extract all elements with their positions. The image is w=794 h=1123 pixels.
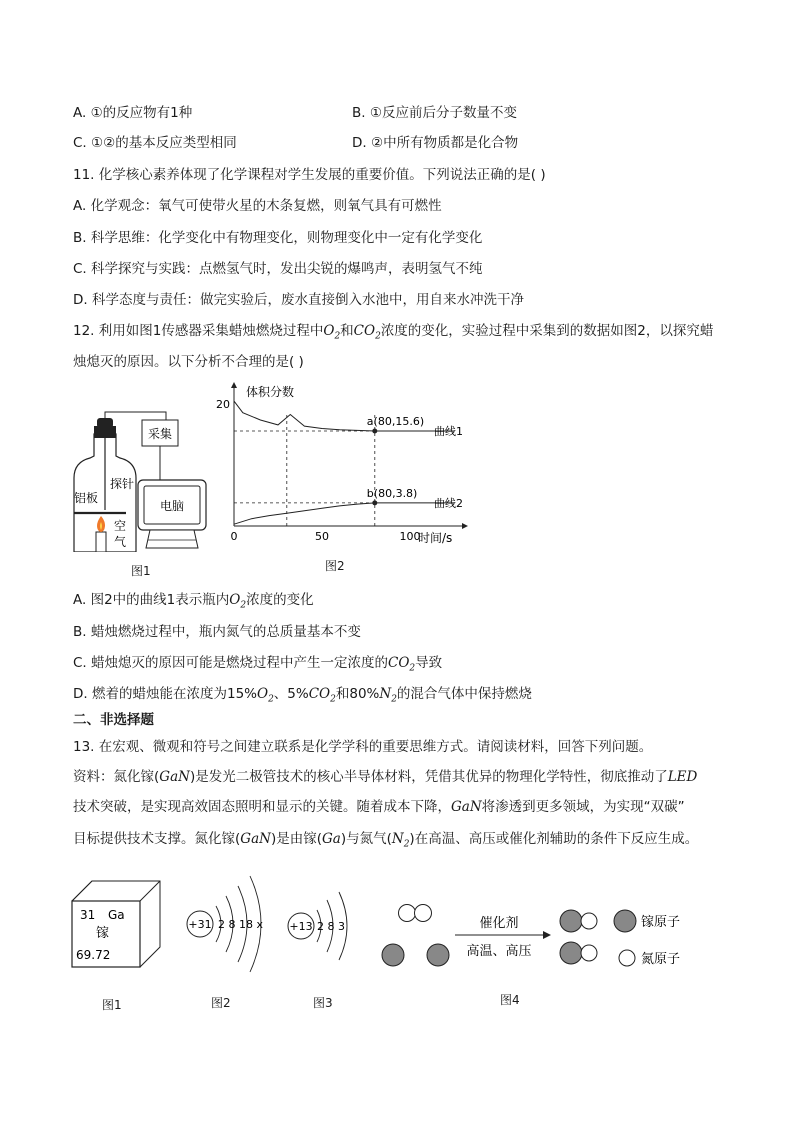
n-atom — [415, 905, 432, 922]
data-point-b — [372, 500, 377, 505]
ga-atom — [560, 942, 582, 964]
fig-q13-caption-3: 图3 — [313, 996, 333, 1010]
q10-option-a: A. ①的反应物有1种 — [73, 105, 193, 121]
x-tick-label: 0 — [230, 530, 238, 543]
atom3-shells: 2 8 3 — [317, 920, 345, 933]
x-axis-arrow — [462, 523, 468, 529]
legend-ga-label: 镓原子 — [641, 915, 681, 930]
q12-option-c: C. 蜡烛熄灭的原因可能是燃烧过程中产生一定浓度的$CO_2$导致 — [73, 655, 443, 674]
atom-structure-al — [283, 880, 368, 970]
y-axis-arrow — [231, 382, 237, 388]
label-al-plate: 铝板 — [73, 491, 99, 505]
label-air-1: 空 — [113, 519, 127, 533]
ga-atom — [382, 944, 404, 966]
fig-q13-caption-1: 图1 — [102, 998, 122, 1012]
q10-option-d: D. ②中所有物质都是化合物 — [352, 135, 519, 151]
atom2-nucleus: +31 — [188, 918, 212, 931]
q12-figure-2-chart — [208, 380, 478, 550]
n-atom — [581, 913, 597, 929]
data-point-a — [372, 428, 377, 433]
fig-q13-caption-2: 图2 — [211, 996, 231, 1010]
q12-option-d: D. 燃着的蜡烛能在浓度为$15\%O_2$、$5\%CO_2$和$80\%N_2$的混合气体中保持燃烧 — [73, 686, 532, 705]
legend-n-swatch — [619, 950, 635, 966]
fig-q13-caption-4: 图4 — [500, 993, 520, 1007]
fig2-caption: 图2 — [325, 559, 345, 573]
q13-stem: 13. 在宏观、微观和符号之间建立联系是化学学科的重要思维方式。请阅读材料，回答下列问题。 — [73, 739, 653, 755]
label-air-2: 气 — [113, 535, 127, 549]
ga-atom — [427, 944, 449, 966]
label-collect: 采集 — [147, 427, 173, 441]
x-tick-label: 50 — [315, 530, 329, 543]
q11-option-a: A. 化学观念：氧气可使带火星的木条复燃，则氧气具有可燃性 — [73, 198, 442, 214]
catalyst-label: 催化剂 — [479, 916, 519, 931]
series-label-1: 曲线1 — [434, 424, 463, 438]
q12-stem-line2: 烛熄灭的原因。以下分析不合理的是( ) — [73, 354, 304, 370]
element-cell-ga — [66, 875, 166, 975]
x-tick-label: 100 — [399, 530, 421, 543]
q12-option-b: B. 蜡烛燃烧过程中，瓶内氮气的总质量基本不变 — [73, 624, 361, 640]
q11-option-c: C. 科学探究与实践：点燃氢气时，发出尖锐的爆鸣声，表明氢气不纯 — [73, 261, 483, 277]
x-axis-label: 时间/s — [418, 531, 453, 545]
legend-ga-swatch — [614, 910, 636, 932]
q13-material-line1: 资料：氮化镓(GaN)是发光二极管技术的核心半导体材料，凭借其优异的物理化学特性，彻底推动了LED — [73, 769, 698, 785]
q13-material-line3: 目标提供技术支撑。氮化镓(GaN)是由镓(Ga)与氮气$(N_2)$在高温、高压或催化剂辅助的条件下反应生成。 — [73, 831, 699, 850]
q10-option-c: C. ①②的基本反应类型相同 — [73, 135, 237, 151]
condition-label: 高温、高压 — [466, 944, 532, 959]
atom3-nucleus: +13 — [289, 920, 313, 933]
q12-stem-line1: 12. 利用如图1传感器采集蜡烛燃烧过程中$O_2$和$CO_2$浓度的变化，实验过程中采集到的数据如图2，以探究蜡 — [73, 323, 714, 342]
q12-option-a: A. 图2中的曲线1表示瓶内$O_2$浓度的变化 — [73, 592, 314, 611]
q11-stem: 11. 化学核心素养体现了化学课程对学生发展的重要价值。下列说法正确的是( ) — [73, 167, 546, 183]
element-name: 镓 — [96, 926, 110, 941]
y-axis-label: 体积分数 — [246, 385, 295, 399]
q11-option-d: D. 科学态度与责任：做完实验后，废水直接倒入水池中，用自来水冲洗干净 — [73, 292, 524, 308]
data-point-label-b: b(80,3.8) — [366, 486, 418, 500]
data-point-label-a: a(80,15.6) — [366, 414, 425, 428]
q10-option-b: B. ①反应前后分子数量不变 — [352, 105, 517, 121]
n-atom — [399, 905, 416, 922]
q13-material-line2: 技术突破，是实现高效固态照明和显示的关键。随着成本下降，GaN将渗透到更多领域，为实现“双碳” — [73, 799, 685, 815]
element-number: 31 — [80, 908, 96, 922]
section-2-heading: 二、非选择题 — [73, 712, 154, 728]
atom-structure-ga — [180, 866, 290, 976]
element-mass: 69.72 — [76, 948, 111, 962]
series-line-2 — [234, 503, 454, 524]
q12-figure-1-apparatus — [66, 410, 216, 552]
q11-option-b: B. 科学思维：化学变化中有物理变化，则物理变化中一定有化学变化 — [73, 230, 483, 246]
ga-atom — [560, 910, 582, 932]
n-atom — [581, 945, 597, 961]
atom2-shells: 2 8 18 x — [218, 918, 263, 931]
y-tick-label: 20 — [216, 398, 230, 412]
reaction-diagram — [375, 898, 705, 978]
element-symbol: Ga — [108, 908, 125, 922]
label-computer: 电脑 — [159, 499, 185, 513]
series-label-2: 曲线2 — [434, 496, 463, 510]
fig1-caption: 图1 — [131, 564, 151, 578]
label-probe: 探针 — [109, 477, 135, 491]
legend-n-label: 氮原子 — [641, 952, 681, 967]
